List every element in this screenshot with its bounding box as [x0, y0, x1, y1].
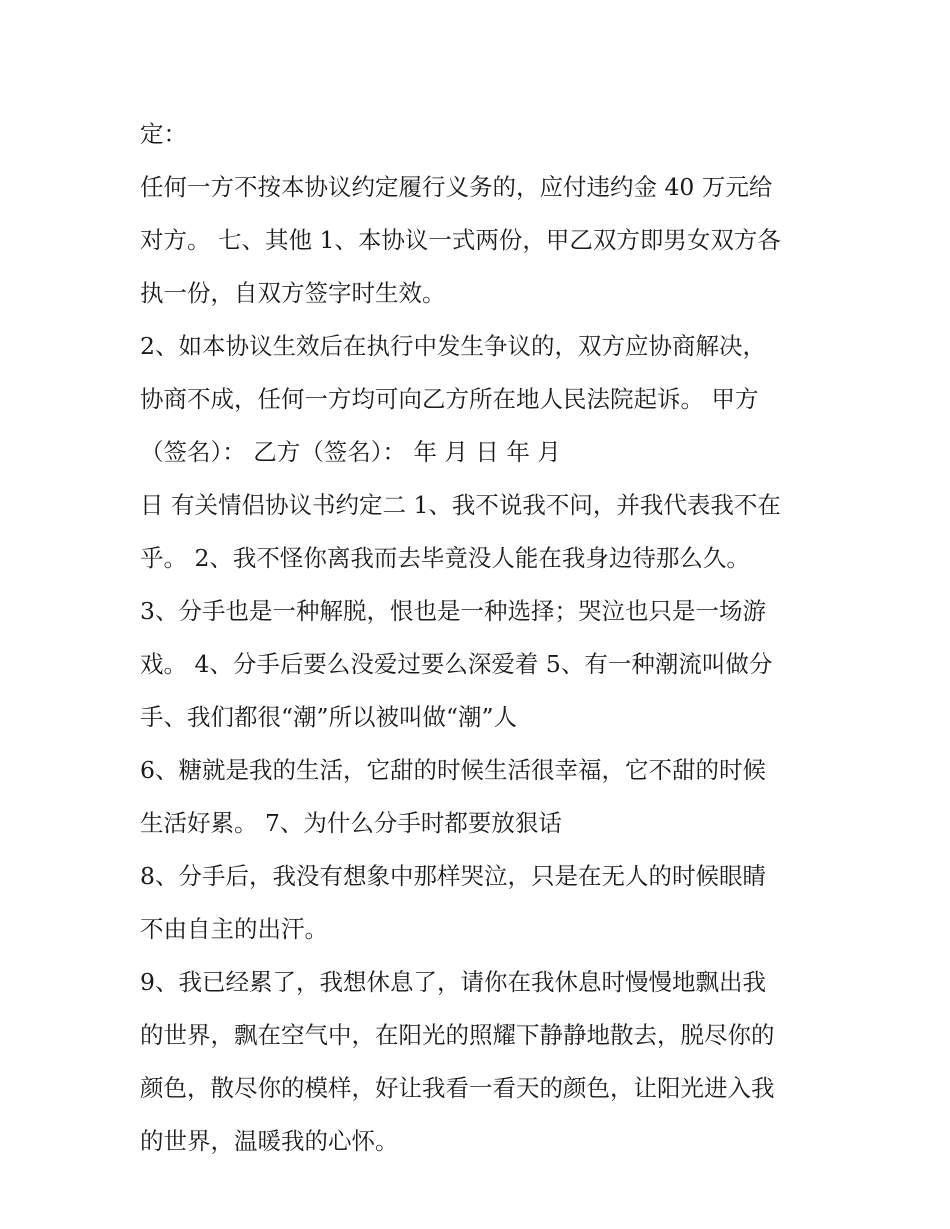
- text-line: 协商不成，任何一方均可向乙方所在地人民法院起诉。 甲方: [140, 385, 759, 413]
- text-line: 8、分手后，我没有想象中那样哭泣，只是在无人的时候眼睛: [140, 862, 766, 890]
- text-line: 执一份，自双方签字时生效。: [140, 279, 446, 307]
- text-line: 乎。 2、我不怪你离我而去毕竟没人能在我身边待那么久。: [140, 544, 750, 572]
- text-line: 3、分手也是一种解脱，恨也是一种选择；哭泣也只是一场游: [140, 597, 766, 625]
- text-line: 生活好累。 7、为什么分手时都要放狠话: [140, 809, 562, 837]
- text-line: 的世界，温暖我的心怀。: [140, 1127, 399, 1155]
- text-line: 对方。 七、其他 1、本协议一式两份，甲乙双方即男女双方各: [140, 226, 781, 254]
- text-line: 日 有关情侣协议书约定二 1、我不说我不问，并我代表我不在: [140, 491, 781, 519]
- text-line: 手、我们都很“潮”所以被叫做“潮”人: [140, 703, 518, 731]
- document-body: [140, 108, 820, 1168]
- text-line: 9、我已经累了，我想休息了，请你在我休息时慢慢地飘出我: [140, 968, 766, 996]
- text-line: 2、如本协议生效后在执行中发生争议的，双方应协商解决，: [140, 332, 766, 360]
- text-line: 不由自主的出汗。: [140, 915, 328, 943]
- text-line: 6、糖就是我的生活，它甜的时候生活很幸福，它不甜的时候: [140, 756, 766, 784]
- text-line: 颜色，散尽你的模样，好让我看一看天的颜色，让阳光进入我: [140, 1074, 775, 1102]
- text-line: 定：: [140, 120, 187, 148]
- text-line: 的世界，飘在空气中，在阳光的照耀下静静地散去，脱尽你的: [140, 1021, 775, 1049]
- text-line: （签名）： 乙方（签名）： 年 月 日 年 月: [140, 438, 561, 466]
- text-line: 任何一方不按本协议约定履行义务的，应付违约金 40 万元给: [140, 173, 773, 201]
- text-line: 戏。 4、分手后要么没爱过要么深爱着 5、有一种潮流叫做分: [140, 650, 773, 678]
